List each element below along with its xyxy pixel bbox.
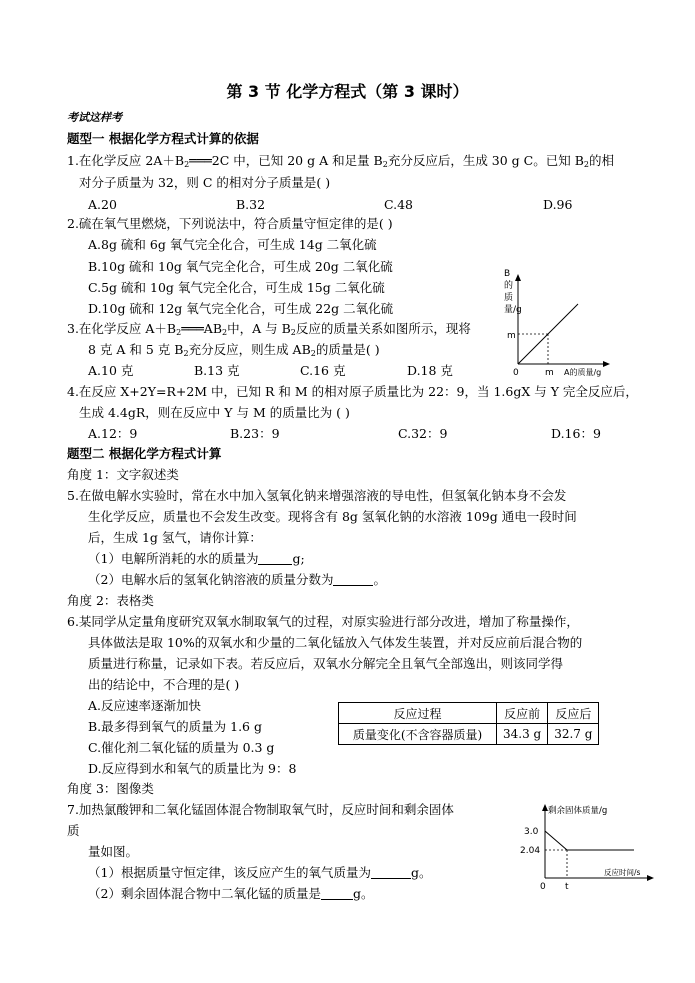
q7-mass-time-graph — [518, 800, 658, 892]
q3-y-axis-arrow — [515, 274, 521, 281]
q7-sub1-unit: g。 — [410, 865, 432, 880]
q5-line2: 生化学反应，质量也不会发生改变。现将含有 8g 氢氧化钠的水溶液 109g 通电一段时间 — [88, 509, 577, 524]
q7-curve — [545, 831, 634, 850]
q5-sub2-end: 。 — [373, 572, 386, 587]
q3-text-c: 中，A 与 B — [227, 321, 291, 336]
q2-option-c: C.5g 硫和 10g 氧气完全化合，可生成 15g 二氧化硫 — [88, 280, 385, 295]
q7-sub2 — [88, 885, 373, 903]
section-intro: 考试这样考 — [67, 111, 122, 124]
q4-line2: 生成 4.4gR，则在反应中 Y 与 M 的质量比为 ( ) — [79, 405, 350, 420]
q1-option-d: D.96 — [543, 197, 573, 212]
q3-text-f: 充分反应，则生成 AB — [188, 342, 311, 357]
q3-text-g: 的质量是( ) — [315, 342, 380, 357]
q3-tick-m-y: m — [507, 331, 516, 341]
table-cell: 32.7 g — [548, 724, 599, 745]
q6-line4: 出的结论中，不合理的是( ) — [88, 677, 240, 692]
q7-tick-2-04: 2.04 — [520, 846, 541, 856]
q4-line1: 4.在反应 X+2Y=R+2M 中，已知 R 和 M 的相对原子质量比为 22：9，当 1.6gX 与 Y 完全反应后， — [67, 384, 638, 399]
q2-option-b: B.10g 硫和 10g 氧气完全化合，可生成 20g 二氧化硫 — [88, 259, 393, 274]
q6-option-d: D.反应得到水和氧气的质量比为 9：8 — [88, 761, 297, 776]
q7-sub1-text: （1）根据质量守恒定律，该反应产生的氧气质量为 — [88, 865, 371, 880]
q5-line1: 5.在做电解水实验时，常在水中加入氢氧化钠来增强溶液的导电性，但氢氧化钠本身不会发 — [67, 488, 567, 503]
q3-text-a: 3.在化学反应 A＋B — [67, 321, 177, 336]
q5-sub2-text: （2）电解水后的氢氧化钠溶液的质量分数为 — [88, 572, 334, 587]
q3-x-label: A的质量/g — [564, 368, 602, 377]
angle2-heading: 角度 2：表格类 — [67, 593, 154, 608]
q6-line3: 质量进行称量，记录如下表。若反应后，双氧水分解完全且氧气全部逸出，则该同学得 — [88, 656, 564, 671]
sub-2: 2 — [382, 160, 388, 169]
q3-text-e: 8 克 A 和 5 克 B — [88, 342, 184, 357]
q5-answer-blank-2[interactable] — [333, 573, 373, 586]
q3-tick-m-x: m — [545, 368, 554, 378]
q7-line3: 量如图。 — [88, 844, 139, 859]
q3-graph-ylabel-3: 质 — [504, 293, 514, 303]
q4-option-a: A.12：9 — [88, 426, 138, 441]
q1-text-d: 的相 — [588, 153, 614, 168]
q7-line2: 质 — [67, 823, 80, 838]
q1-text-a: 1.在化学反应 2A＋B — [67, 153, 185, 168]
q3-line2 — [88, 341, 380, 359]
q1-option-b: B.32 — [236, 197, 266, 212]
q6-mass-table — [338, 702, 599, 745]
table-cell: 34.3 g — [497, 724, 548, 745]
q7-origin: 0 — [540, 882, 546, 892]
table-header-cell: 反应后 — [548, 703, 599, 724]
q1-line1 — [67, 152, 614, 170]
q2-option-a: A.8g 硫和 6g 氧气完全化合，可生成 14g 二氧化硫 — [88, 237, 377, 252]
sub-2: 2 — [583, 160, 589, 169]
q1-option-a: A.20 — [88, 197, 117, 212]
page-title: 第 3 节 化学方程式（第 3 课时） — [226, 82, 469, 101]
type1-heading: 题型一 根据化学方程式计算的依据 — [67, 131, 259, 146]
q7-answer-blank-1[interactable] — [371, 866, 411, 879]
q3-option-d: D.18 克 — [407, 363, 453, 378]
sub-2: 2 — [290, 328, 296, 337]
q3-option-c: C.16 克 — [300, 363, 346, 378]
q7-x-label: 反应时间/s — [604, 868, 641, 877]
q3-x-axis-arrow — [603, 361, 610, 367]
q3-origin: 0 — [513, 368, 519, 378]
q1-text-b: ═══2C 中，已知 20 g A 和足量 B — [189, 153, 383, 168]
q5-answer-blank-1[interactable] — [258, 552, 292, 565]
q3-graph-ylabel-1: B — [504, 269, 511, 279]
q1-option-c: C.48 — [384, 197, 413, 212]
q6-line1: 6.某同学从定量角度研究双氧水制取氧气的过程，对原实验进行部分改进，增加了称量操作， — [67, 614, 579, 629]
q5-sub1 — [88, 550, 305, 568]
q3-mass-graph — [494, 268, 614, 378]
q3-graph-ylabel-4: 量/g — [504, 305, 522, 315]
table-header-cell: 反应过程 — [339, 703, 497, 724]
q5-sub1-unit: g; — [292, 551, 305, 566]
q5-line3: 后，生成 1g 氢气，请你计算： — [88, 530, 262, 545]
sub-2: 2 — [176, 328, 182, 337]
q1-line2: 对分子质量为 32，则 C 的相对分子质量是( ) — [79, 175, 331, 190]
table-header-cell: 反应前 — [497, 703, 548, 724]
q7-graph-ylabel: 剩余固体质量/g — [548, 806, 608, 816]
sub-2: 2 — [222, 328, 228, 337]
q7-sub1 — [88, 864, 431, 882]
q6-option-a: A.反应速率逐渐加快 — [88, 698, 202, 713]
q7-answer-blank-2[interactable] — [321, 887, 353, 900]
angle1-heading: 角度 1：文字叙述类 — [67, 467, 179, 482]
q4-option-d: D.16：9 — [551, 426, 601, 441]
table-cell: 质量变化(不含容器质量) — [339, 724, 497, 745]
q6-line2: 具体做法是取 10%的双氧水和少量的二氧化锰放入气体发生装置，并对反应前后混合物的 — [88, 635, 583, 650]
q7-tick-3: 3.0 — [524, 827, 539, 837]
q3-text-b: ═══AB — [181, 321, 223, 336]
q7-line1: 7.加热氯酸钾和二氧化锰固体混合物制取氧气时，反应时间和剩余固体 — [67, 802, 454, 817]
q6-option-c: C.催化剂二氧化锰的质量为 0.3 g — [88, 740, 275, 755]
table-row — [339, 724, 599, 745]
q5-sub1-text: （1）电解所消耗的水的质量为 — [88, 551, 259, 566]
q3-option-b: B.13 克 — [194, 363, 240, 378]
q4-option-c: C.32：9 — [398, 426, 448, 441]
q3-graph-ylabel-2: 的 — [504, 281, 514, 291]
q5-sub2 — [88, 571, 386, 589]
sub-2: 2 — [184, 160, 190, 169]
q7-sub2-text: （2）剩余固体混合物中二氧化锰的质量是 — [88, 886, 321, 901]
q2-option-d: D.10g 硫和 12g 氧气完全化合，可生成 22g 二氧化硫 — [88, 301, 394, 316]
angle3-heading: 角度 3：图像类 — [67, 781, 154, 796]
q7-tick-t: t — [565, 882, 569, 892]
q7-x-axis-arrow — [647, 875, 654, 881]
q3-option-a: A.10 克 — [88, 363, 134, 378]
sub-2: 2 — [310, 349, 316, 358]
table-header-row — [339, 703, 599, 724]
q7-sub2-unit: g。 — [352, 886, 374, 901]
sub-2: 2 — [183, 349, 189, 358]
q4-option-b: B.23：9 — [230, 426, 280, 441]
q1-text-c: 充分反应后，生成 30 g C。已知 B — [387, 153, 584, 168]
q3-text-d: 反应的质量关系如图所示，现将 — [295, 321, 471, 336]
q3-line1 — [67, 320, 471, 338]
q2-stem: 2.硫在氧气里燃烧，下列说法中，符合质量守恒定律的是( ) — [67, 216, 393, 231]
q6-option-b: B.最多得到氧气的质量为 1.6 g — [88, 719, 262, 734]
type2-heading: 题型二 根据化学方程式计算 — [67, 446, 222, 461]
